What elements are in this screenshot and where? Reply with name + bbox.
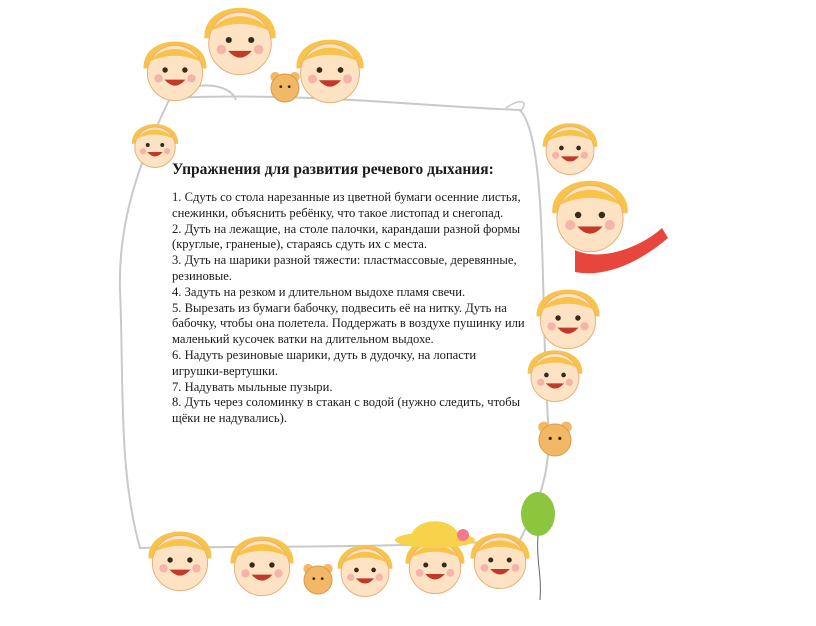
exercise-sheet <box>172 160 528 427</box>
list-item: 7. Надувать мыльные пузыри. <box>172 379 333 394</box>
teddy-bear-icon <box>304 566 332 594</box>
green-balloon-icon <box>521 492 555 536</box>
list-item: 5. Вырезать из бумаги бабочку, подвесить её на нитку. Дуть на бабочку, чтобы она полетела. Поддержать в воздухе пушинку или маленький кусочек ватки на длительном выдохе. <box>172 300 525 347</box>
list-item: 4. Задуть на резком и длительном выдохе пламя свечи. <box>172 284 466 299</box>
list-item: 8. Дуть через соломинку в стакан с водой (нужно следить, чтобы щёки не надувались). <box>172 395 521 426</box>
teddy-bear-icon <box>539 424 571 456</box>
list-item: 2. Дуть на лежащие, на столе палочки, карандаши разной формы (круглые, граненые), стараясь сдуть их с места. <box>172 221 521 252</box>
list-item: 3. Дуть на шарики разной тяжести: пластмассовые, деревянные, резиновые. <box>172 253 517 283</box>
list-item: 1. Сдуть со стола нарезанные из цветной бумаги осенние листья, снежинки, объяснить ребёнку, что такое листопад и снегопад. <box>172 190 521 220</box>
page-title: Упражнения для развития речевого дыхания: <box>172 161 494 178</box>
teddy-bear-icon <box>271 74 299 102</box>
list-item: 6. Надуть резиновые шарики, дуть в дудочку, на лопасти игрушки-вертушки. <box>172 347 477 378</box>
